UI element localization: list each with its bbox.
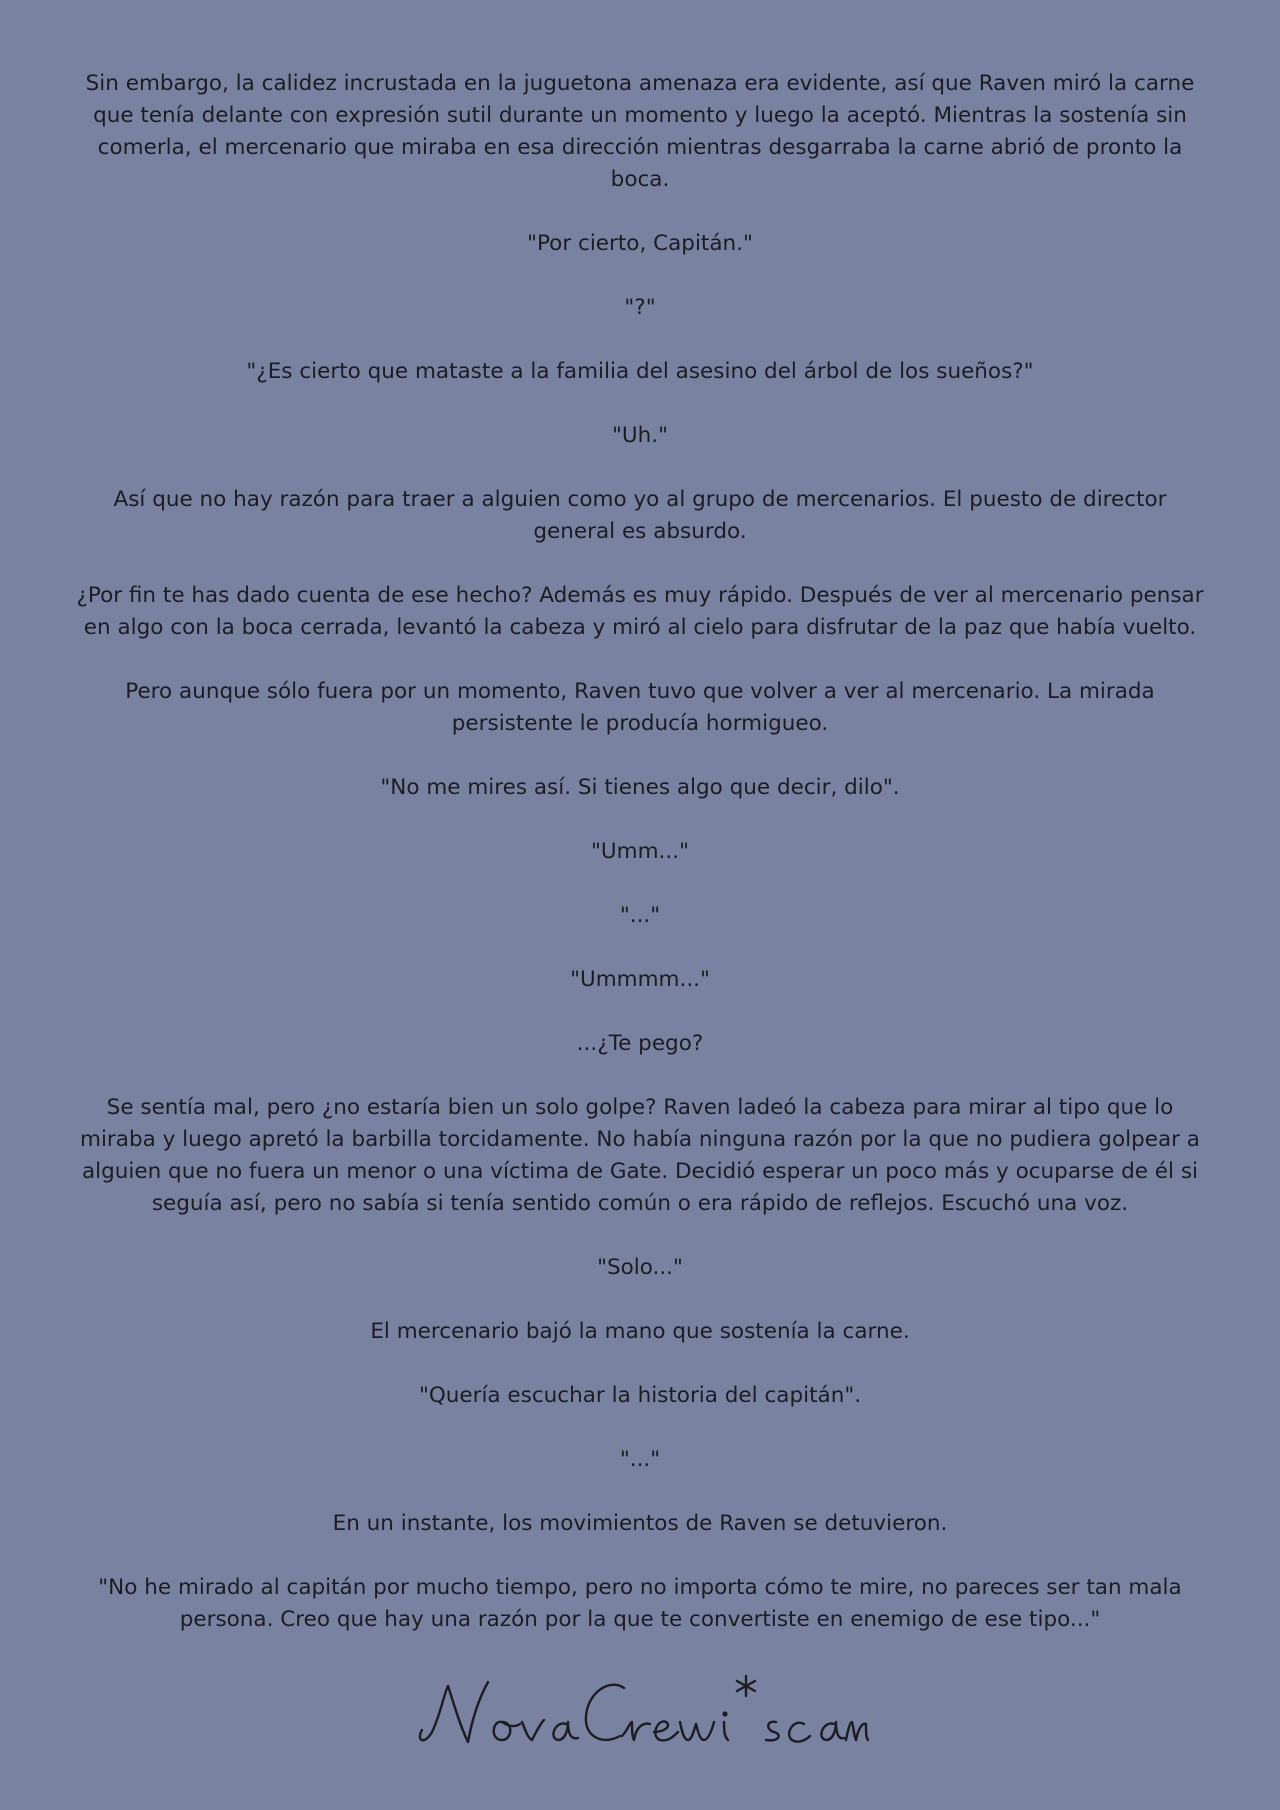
paragraph: "Por cierto, Capitán."	[527, 231, 753, 256]
paragraph: "?"	[624, 295, 656, 320]
scanlator-watermark	[0, 1660, 1280, 1760]
paragraph: El mercenario bajó la mano que sostenía la carne.	[370, 1319, 910, 1344]
paragraph: "Quería escuchar la historia del capitán".	[418, 1383, 862, 1408]
paragraph: "..."	[619, 1447, 661, 1472]
watermark-logo	[410, 1660, 870, 1760]
paragraph: ¿Por fin te has dado cuenta de ese hecho? Además es muy rápido. Después de ver al mercenario pensar en algo con la boca cerrada, levantó la cabeza y miró al cielo para disfrutar de la paz que había vuelto.	[76, 583, 1204, 640]
paragraph: "..."	[619, 903, 661, 928]
paragraph: "Solo..."	[597, 1255, 683, 1280]
story-text	[70, 68, 1210, 1668]
paragraph: "Umm..."	[591, 839, 689, 864]
paragraph: Sin embargo, la calidez incrustada en la juguetona amenaza era evidente, así que Raven miró la carne que tenía delante con expresión sutil durante un momento y luego la aceptó. Mientras la sostenía sin comerla, el mercenario que miraba en esa dirección mientras desgarraba la carne abrió de pronto la boca.	[85, 71, 1195, 192]
paragraph: En un instante, los movimientos de Raven se detuvieron.	[332, 1511, 948, 1536]
paragraph: "¿Es cierto que mataste a la familia del asesino del árbol de los sueños?"	[246, 359, 1034, 384]
paragraph: "Ummmm..."	[570, 967, 710, 992]
paragraph: Pero aunque sólo fuera por un momento, Raven tuvo que volver a ver al mercenario. La mirada persistente le producía hormigueo.	[125, 679, 1155, 736]
paragraph: Así que no hay razón para traer a alguien como yo al grupo de mercenarios. El puesto de director general es absurdo.	[113, 487, 1167, 544]
paragraph: "Uh."	[612, 423, 668, 448]
paragraph: ...¿Te pego?	[576, 1031, 704, 1056]
paragraph: "No me mires así. Si tienes algo que decir, dilo".	[380, 775, 900, 800]
paragraph: "No he mirado al capitán por mucho tiempo, pero no importa cómo te mire, no pareces ser tan mala persona. Creo que hay una razón por la que te convertiste en enemigo de ese tipo..."	[98, 1575, 1182, 1632]
paragraph: Se sentía mal, pero ¿no estaría bien un solo golpe? Raven ladeó la cabeza para mirar al tipo que lo miraba y luego apretó la barbilla torcidamente. No había ninguna razón por la que no pudiera golpear a alguien que no fuera un menor o una víctima de Gate. Decidió esperar un poco más y ocuparse de él si seguía así, pero no sabía si tenía sentido común o era rápido de reflejos. Escuchó una voz.	[80, 1095, 1200, 1216]
